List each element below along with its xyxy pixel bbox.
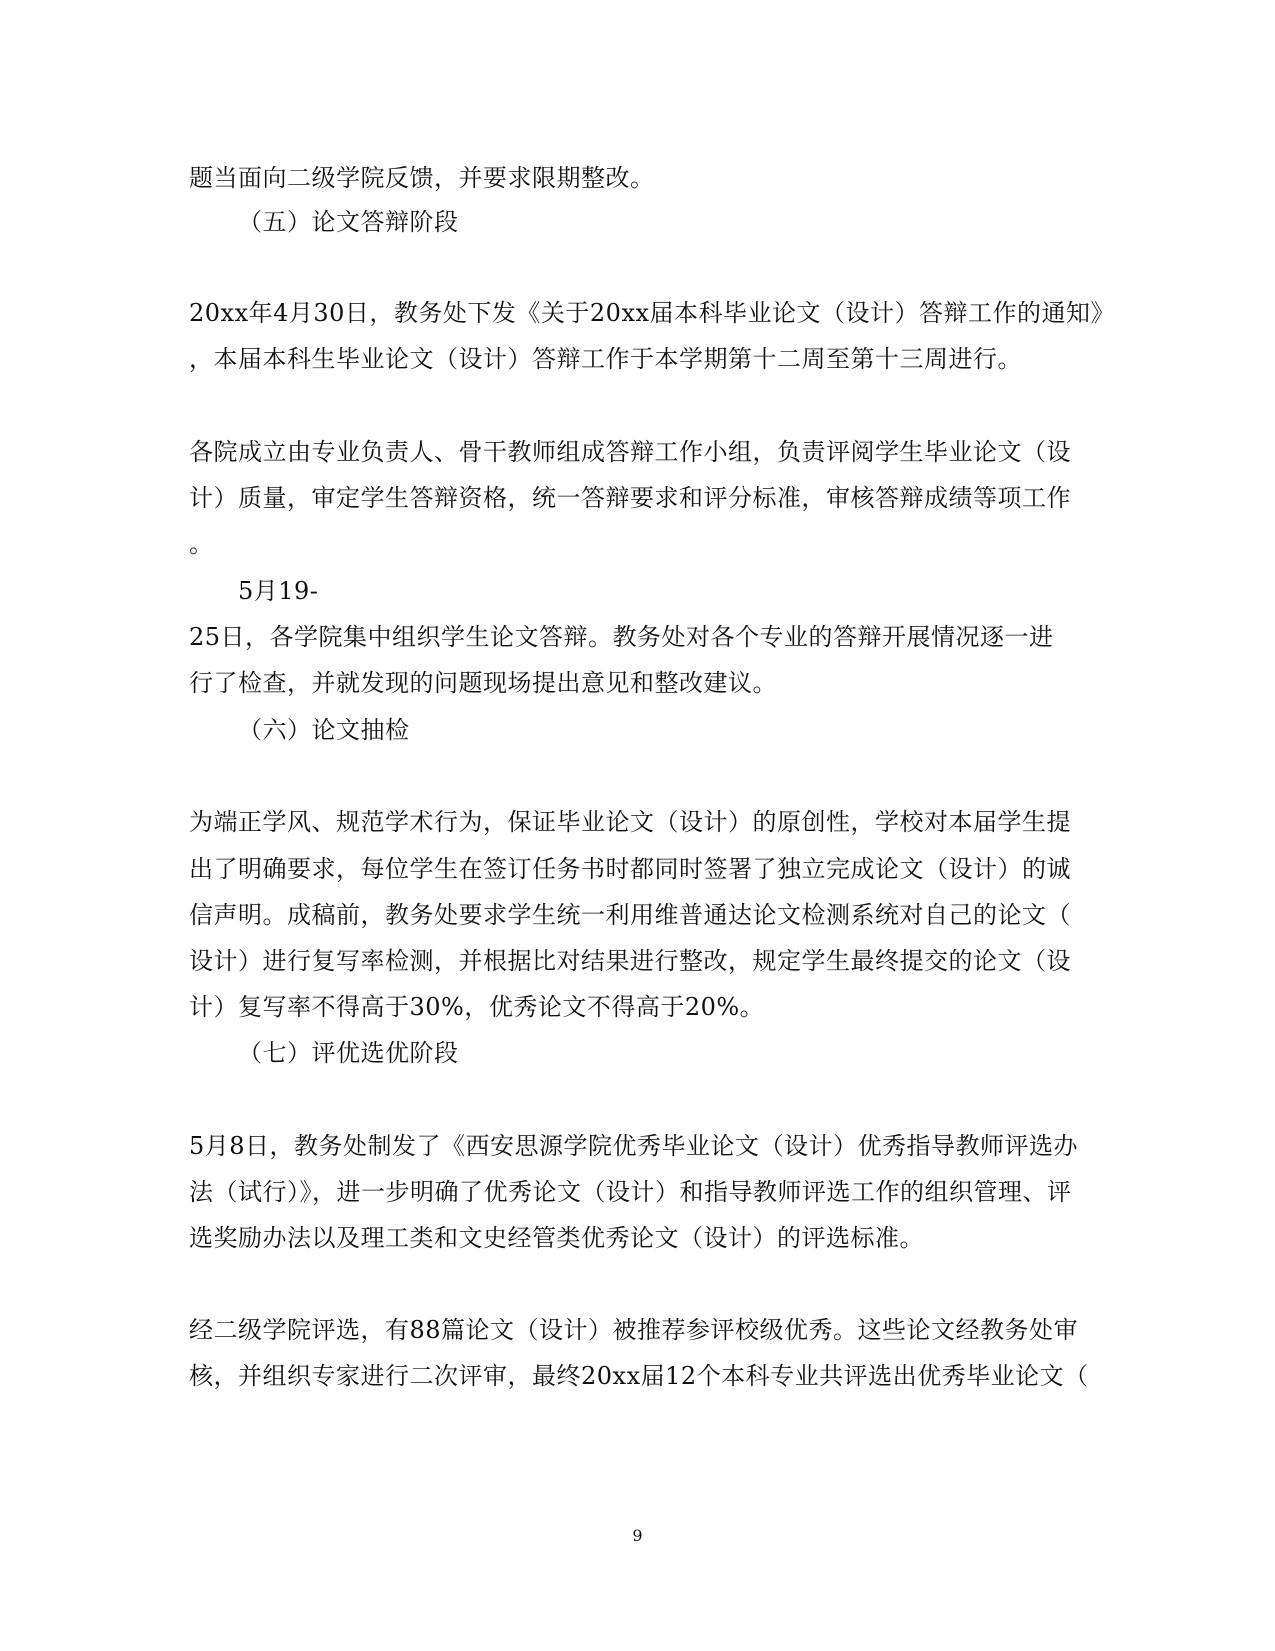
paragraph-line: 5月19- (238, 577, 319, 605)
section-heading-defense: （五）论文答辩阶段 (238, 208, 459, 236)
paragraph-line: 法（试行）》，进一步明确了优秀论文（设计）和指导教师评选工作的组织管理、评 (189, 1178, 1072, 1206)
section-heading-selection: （七）评优选优阶段 (238, 1039, 459, 1067)
paragraph-line: 计）质量，审定学生答辩资格，统一答辩要求和评分标准，审核答辩成绩等项工作 (189, 484, 1071, 512)
paragraph-line: 信声明。成稿前，教务处要求学生统一利用维普通达论文检测系统对自己的论文（ (189, 901, 1071, 929)
paragraph-line: 计）复写率不得高于30%，优秀论文不得高于20%。 (189, 993, 765, 1021)
paragraph-line: 出了明确要求，每位学生在签订任务书时都同时签署了独立完成论文（设计）的诚 (189, 855, 1071, 883)
paragraph-line: 20xx年4月30日，教务处下发《关于20xx届本科毕业论文（设计）答辩工作的通知》 (189, 299, 1116, 327)
paragraph-line: 。 (189, 530, 214, 558)
paragraph-line: 行了检查，并就发现的问题现场提出意见和整改建议。 (189, 669, 777, 697)
paragraph-line: 选奖励办法以及理工类和文史经管类优秀论文（设计）的评选标准。 (189, 1224, 924, 1252)
paragraph-line: 为端正学风、规范学术行为，保证毕业论文（设计）的原创性，学校对本届学生提 (189, 808, 1071, 836)
paragraph-line: 题当面向二级学院反馈，并要求限期整改。 (189, 164, 655, 192)
paragraph-line: 核，并组织专家进行二次评审，最终20xx届12个本科专业共评选出优秀毕业论文（ (189, 1362, 1089, 1390)
paragraph-line: ，本届本科生毕业论文（设计）答辩工作于本学期第十二周至第十三周进行。 (189, 345, 1022, 373)
paragraph-line: 5月8日，教务处制发了《西安思源学院优秀毕业论文（设计）优秀指导教师评选办 (189, 1132, 1079, 1160)
section-heading-spot-check: （六）论文抽检 (238, 716, 410, 744)
paragraph-line: 经二级学院评选，有88篇论文（设计）被推荐参评校级优秀。这些论文经教务处审 (189, 1316, 1079, 1344)
paragraph-line: 各院成立由专业负责人、骨干教师组成答辩工作小组，负责评阅学生毕业论文（设 (189, 438, 1071, 466)
paragraph-line: 设计）进行复写率检测，并根据比对结果进行整改，规定学生最终提交的论文（设 (189, 947, 1071, 975)
page-number: 9 (632, 1526, 643, 1545)
paragraph-line: 25日，各学院集中组织学生论文答辩。教务处对各个专业的答辩开展情况逐一进 (189, 623, 1054, 651)
